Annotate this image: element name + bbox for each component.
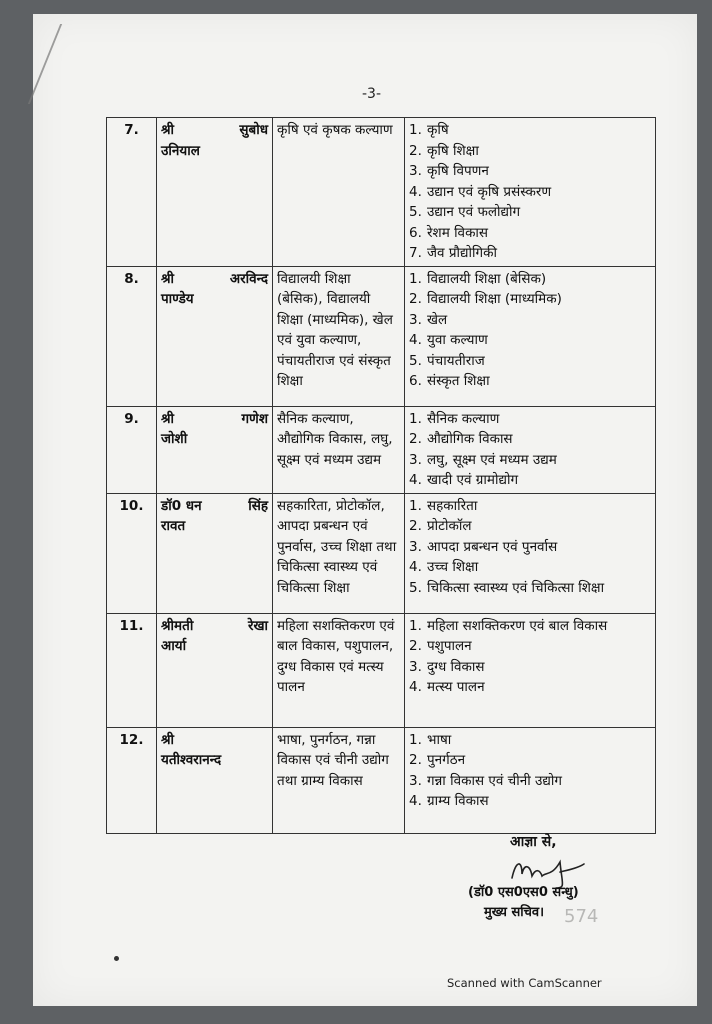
list-item [409, 616, 651, 637]
list-item-text: पुनर्गठन [427, 752, 466, 768]
list-item-text: सहकारिता [427, 497, 478, 514]
list-item-text: सैनिक कल्याण [427, 410, 500, 427]
name-surname: यतीश्वरानन्द [161, 752, 222, 768]
list-item-text: उद्यान एवं कृषि प्रसंस्करण [427, 183, 552, 200]
table-row [107, 727, 656, 833]
row-serial-number: 10. [107, 493, 157, 613]
row-serial-number: 9. [107, 406, 157, 493]
list-item [409, 578, 651, 599]
table-row [107, 613, 656, 727]
list-item [409, 496, 651, 517]
list-item-number: 4. [409, 559, 422, 575]
list-item-number: 6. [409, 224, 422, 241]
row-serial-number: 12. [107, 727, 157, 833]
list-item-number: 7. [409, 245, 422, 261]
list-item-number: 1. [409, 731, 422, 748]
list-item-text: ग्राम्य विकास [427, 793, 489, 809]
list-item [409, 269, 651, 290]
list-item [409, 450, 651, 471]
name-title: श्री [161, 731, 175, 748]
list-item-text: मत्स्य पालन [427, 679, 485, 695]
department-summary: सहकारिता, प्रोटोकॉल, आपदा प्रबन्धन एवं पुनर्वास, उच्च शिक्षा तथा चिकित्सा स्वास्थ्य एवं चिकित्सा शिक्षा [273, 493, 405, 613]
name-surname: पाण्डेय [161, 291, 194, 307]
list-item [409, 202, 651, 223]
minister-name [157, 266, 273, 406]
list-item-number: 3. [409, 538, 422, 555]
list-item-text: महिला सशक्तिकरण एवं बाल विकास [427, 617, 608, 634]
list-item [409, 141, 651, 162]
list-item [409, 310, 651, 331]
list-item [409, 351, 651, 372]
list-item [409, 243, 651, 264]
list-item-number: 4. [409, 183, 422, 200]
list-item-number: 5. [409, 204, 422, 220]
list-item-text: खेल [427, 311, 448, 328]
list-item [409, 120, 651, 141]
list-item-text: रेशम विकास [427, 224, 489, 241]
list-item-text: चिकित्सा स्वास्थ्य एवं चिकित्सा शिक्षा [427, 579, 605, 596]
department-summary: महिला सशक्तिकरण एवं बाल विकास, पशुपालन, दुग्ध विकास एवं मत्स्य पालन [273, 613, 405, 727]
list-item [409, 677, 651, 698]
name-title: श्री [161, 122, 175, 138]
name-surname: आर्या [161, 638, 187, 654]
list-item-number: 3. [409, 163, 422, 179]
subject-list [405, 493, 656, 613]
list-item [409, 657, 651, 678]
subject-list [405, 118, 656, 267]
list-item-number: 3. [409, 451, 422, 468]
list-item [409, 223, 651, 244]
list-item-number: 2. [409, 638, 422, 654]
list-item-text: विद्यालयी शिक्षा (बेसिक) [427, 270, 547, 287]
list-item-number: 6. [409, 373, 422, 389]
list-item-number: 1. [409, 270, 422, 287]
name-title: श्री [161, 410, 175, 427]
subject-list [405, 613, 656, 727]
name-first: गणेश [241, 410, 268, 427]
name-title: डॉ0 धन [161, 497, 202, 514]
order-text: आज्ञा से, [510, 834, 557, 850]
list-item-number: 2. [409, 752, 422, 768]
subject-list [405, 406, 656, 493]
list-item-text: कृषि [427, 122, 449, 138]
list-item [409, 182, 651, 203]
department-summary: सैनिक कल्याण, औद्योगिक विकास, लघु, सूक्ष्म एवं मध्यम उद्यम [273, 406, 405, 493]
list-item-number: 4. [409, 793, 422, 809]
list-item-text: उद्यान एवं फलोद्योग [427, 204, 521, 220]
subject-list [405, 266, 656, 406]
signatory-name: (डॉ0 एस0एस0 सन्धु) [468, 885, 579, 900]
list-item-text: कृषि विपणन [427, 163, 489, 179]
list-item-number: 4. [409, 332, 422, 348]
page-number: -3- [362, 86, 382, 102]
subject-list [405, 727, 656, 833]
name-first: सुबोध [239, 122, 268, 138]
faint-stamp-number: 574 [564, 906, 599, 927]
table-row [107, 266, 656, 406]
list-item-number: 2. [409, 431, 422, 447]
name-title: श्रीमती [161, 617, 194, 634]
list-item [409, 330, 651, 351]
list-item-text: उच्च शिक्षा [427, 559, 479, 575]
table-row [107, 493, 656, 613]
list-item [409, 470, 651, 491]
list-item-number: 1. [409, 617, 422, 634]
minister-name [157, 727, 273, 833]
list-item-text: लघु, सूक्ष्म एवं मध्यम उद्यम [427, 451, 557, 468]
list-item-text: पशुपालन [427, 638, 472, 654]
name-surname: जोशी [161, 431, 188, 447]
list-item [409, 409, 651, 430]
list-item-number: 3. [409, 311, 422, 328]
list-item-number: 4. [409, 679, 422, 695]
department-summary: भाषा, पुनर्गठन, गन्ना विकास एवं चीनी उद्योग तथा ग्राम्य विकास [273, 727, 405, 833]
list-item [409, 516, 651, 537]
list-item-number: 3. [409, 658, 422, 675]
name-first: रेखा [247, 617, 268, 634]
row-serial-number: 7. [107, 118, 157, 267]
department-summary: विद्यालयी शिक्षा (बेसिक), विद्यालयी शिक्षा (माध्यमिक), खेल एवं युवा कल्याण, पंचायतीराज एवं संस्कृत शिक्षा [273, 266, 405, 406]
list-item-text: प्रोटोकॉल [427, 518, 472, 534]
list-item [409, 371, 651, 392]
name-first: अरविन्द [229, 270, 268, 287]
list-item-number: 3. [409, 772, 422, 789]
list-item-number: 2. [409, 518, 422, 534]
signatory-designation: मुख्य सचिव। [484, 905, 545, 920]
minister-name [157, 493, 273, 613]
minister-name [157, 406, 273, 493]
list-item-text: औद्योगिक विकास [427, 431, 513, 447]
list-item [409, 636, 651, 657]
list-item [409, 750, 651, 771]
name-first: सिंह [248, 497, 268, 514]
camscanner-watermark: Scanned with CamScanner [447, 976, 602, 990]
table-row [107, 118, 656, 267]
list-item [409, 289, 651, 310]
list-item-text: कृषि शिक्षा [427, 142, 479, 159]
list-item [409, 791, 651, 812]
row-serial-number: 8. [107, 266, 157, 406]
name-surname: उनियाल [161, 142, 200, 159]
list-item-number: 5. [409, 352, 422, 369]
list-item [409, 161, 651, 182]
list-item-number: 1. [409, 122, 422, 138]
list-item-text: विद्यालयी शिक्षा (माध्यमिक) [427, 291, 562, 307]
list-item [409, 429, 651, 450]
list-item-text: दुग्ध विकास [427, 658, 485, 675]
list-item-number: 2. [409, 291, 422, 307]
list-item-number: 4. [409, 472, 422, 488]
list-item-text: पंचायतीराज [427, 352, 485, 369]
list-item-text: संस्कृत शिक्षा [427, 373, 490, 389]
list-item [409, 771, 651, 792]
list-item-number: 5. [409, 579, 422, 596]
row-serial-number: 11. [107, 613, 157, 727]
name-surname: रावत [161, 518, 186, 534]
minister-name [157, 613, 273, 727]
table-row [107, 406, 656, 493]
name-title: श्री [161, 270, 175, 287]
list-item-text: आपदा प्रबन्धन एवं पुनर्वास [427, 538, 558, 555]
list-item-number: 1. [409, 410, 422, 427]
ink-dot [114, 956, 119, 961]
list-item-number: 1. [409, 497, 422, 514]
portfolio-table [106, 117, 656, 834]
list-item-text: जैव प्रौद्योगिकी [427, 245, 497, 261]
list-item [409, 537, 651, 558]
list-item-text: युवा कल्याण [427, 332, 488, 348]
list-item [409, 557, 651, 578]
department-summary: कृषि एवं कृषक कल्याण [273, 118, 405, 267]
list-item-text: भाषा [427, 731, 452, 748]
list-item-number: 2. [409, 142, 422, 159]
list-item [409, 730, 651, 751]
list-item-text: खादी एवं ग्रामोद्योग [427, 472, 519, 488]
minister-name [157, 118, 273, 267]
list-item-text: गन्ना विकास एवं चीनी उद्योग [427, 772, 562, 789]
